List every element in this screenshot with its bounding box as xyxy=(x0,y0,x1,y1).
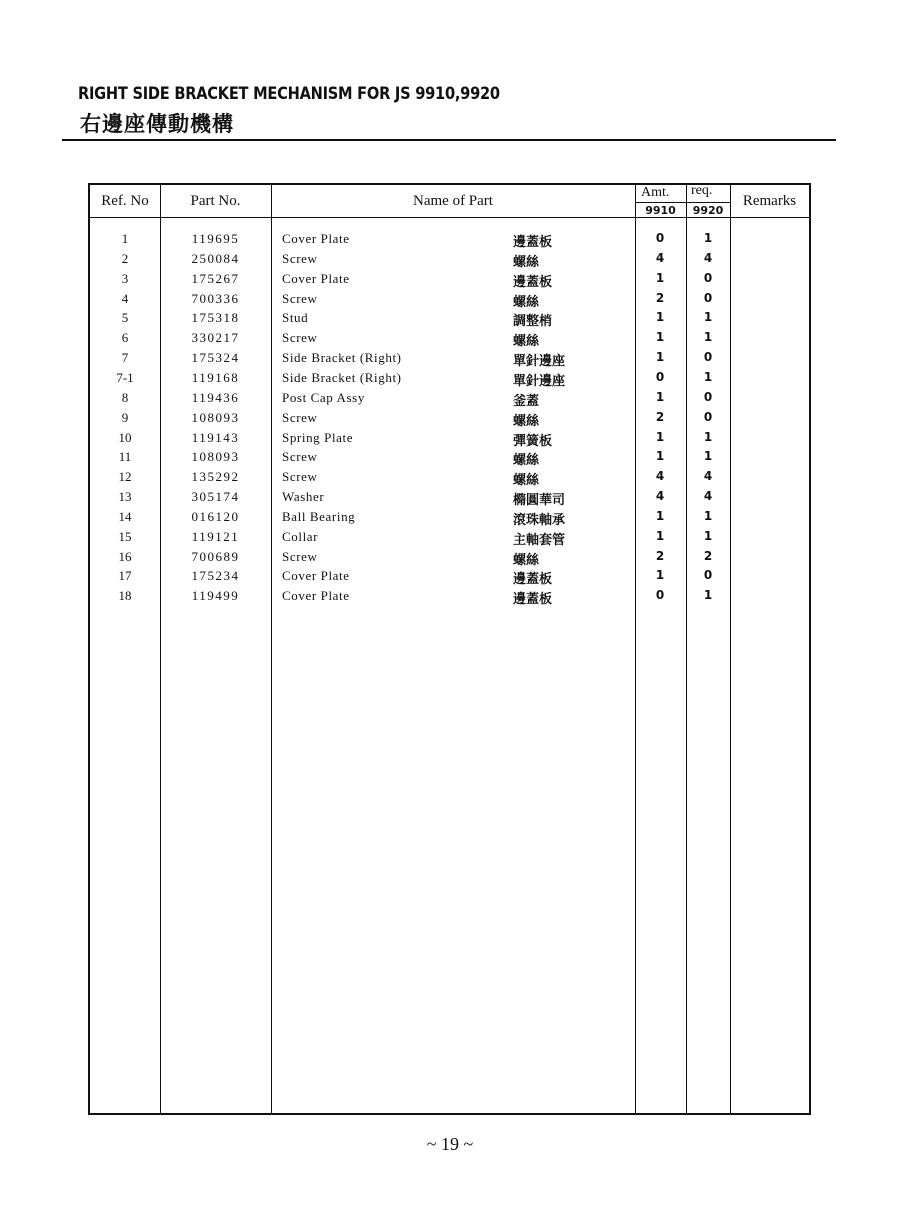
part-no-cell: 175234 xyxy=(191,568,240,584)
quantity-9910-cell: 2 xyxy=(655,409,665,424)
quantity-9920-cell: 1 xyxy=(703,508,713,523)
ref-no-cell: 12 xyxy=(118,469,132,485)
quantity-9910-cell: 1 xyxy=(655,310,665,325)
part-name-chinese-cell: 單針邊座 xyxy=(513,354,566,370)
part-no-cell: 330217 xyxy=(191,330,240,346)
quantity-9910-cell: 0 xyxy=(655,588,665,603)
quantity-9920-cell: 1 xyxy=(703,330,713,345)
quantity-9920-cell: 0 xyxy=(703,389,713,404)
quantity-9920-cell: 4 xyxy=(703,250,713,265)
ref-no-cell: 5 xyxy=(121,310,129,326)
part-name-chinese-cell: 螺絲 xyxy=(513,473,540,489)
part-no-cell: 175318 xyxy=(191,310,240,326)
part-name-chinese-cell: 單針邊座 xyxy=(513,373,566,389)
part-name-chinese-cell: 滾珠軸承 xyxy=(513,512,566,528)
quantity-9920-cell: 0 xyxy=(703,290,713,305)
part-no-cell: 250084 xyxy=(191,250,240,266)
table-row xyxy=(90,390,809,410)
ref-no-cell: 9 xyxy=(121,409,129,425)
quantity-9910-cell: 2 xyxy=(655,290,665,305)
table-row xyxy=(90,251,809,271)
header-remarks: Remarks xyxy=(742,193,797,209)
ref-no-cell: 11 xyxy=(118,449,132,465)
part-no-cell: 119695 xyxy=(191,231,240,246)
quantity-9920-cell: 0 xyxy=(703,270,713,285)
table-row xyxy=(90,469,809,489)
part-no-cell: 700689 xyxy=(191,548,240,564)
ref-no-cell: 16 xyxy=(118,548,132,564)
quantity-9910-cell: 1 xyxy=(655,528,665,543)
quantity-9910-cell: 1 xyxy=(655,508,665,523)
quantity-9920-cell: 1 xyxy=(703,588,713,603)
quantity-9920-cell: 1 xyxy=(703,449,713,464)
part-name-cell: Screw xyxy=(282,469,318,485)
header-model-9910: 9910 xyxy=(645,204,676,217)
part-no-cell: 175267 xyxy=(191,270,240,286)
part-name-chinese-cell: 彈簧板 xyxy=(513,433,553,449)
quantity-9910-cell: 4 xyxy=(655,469,665,484)
quantity-9910-cell: 4 xyxy=(655,489,665,504)
part-name-cell: Spring Plate xyxy=(282,429,354,445)
table-row xyxy=(90,509,809,529)
page-title-chinese: 右邊座傳動機構 xyxy=(80,112,234,136)
part-name-cell: Washer xyxy=(282,489,325,505)
part-name-chinese-cell: 橢圓華司 xyxy=(513,493,566,509)
ref-no-cell: 3 xyxy=(121,270,129,286)
title-divider xyxy=(62,139,836,141)
quantity-9920-cell: 2 xyxy=(703,548,713,563)
ref-no-cell: 1 xyxy=(121,231,129,246)
part-no-cell: 700336 xyxy=(191,290,240,306)
part-name-cell: Cover Plate xyxy=(282,568,350,584)
header-name-of-part: Name of Part xyxy=(413,193,493,209)
quantity-9920-cell: 1 xyxy=(703,310,713,325)
table-row xyxy=(90,271,809,291)
part-name-cell: Cover Plate xyxy=(282,270,350,286)
part-name-chinese-cell: 邊蓋板 xyxy=(513,592,553,608)
part-name-cell: Side Bracket (Right) xyxy=(282,369,402,385)
quantity-9920-cell: 0 xyxy=(703,409,713,424)
parts-table xyxy=(88,183,811,1115)
quantity-9910-cell: 1 xyxy=(655,449,665,464)
ref-no-cell: 6 xyxy=(121,330,129,346)
quantity-9910-cell: 0 xyxy=(655,369,665,384)
part-no-cell: 135292 xyxy=(191,469,240,485)
part-no-cell: 119168 xyxy=(191,369,240,385)
table-row xyxy=(90,588,809,608)
part-name-cell: Post Cap Assy xyxy=(282,389,365,405)
ref-no-cell: 2 xyxy=(121,250,129,266)
part-name-cell: Stud xyxy=(282,310,309,326)
table-row xyxy=(90,310,809,330)
part-no-cell: 016120 xyxy=(191,508,240,524)
part-no-cell: 175324 xyxy=(191,350,240,366)
ref-no-cell: 17 xyxy=(118,568,132,584)
part-name-chinese-cell: 邊蓋板 xyxy=(513,235,553,250)
header-amt: Amt. xyxy=(641,185,670,200)
table-row xyxy=(90,330,809,350)
header-req: req. xyxy=(691,183,713,198)
quantity-9920-cell: 1 xyxy=(703,369,713,384)
quantity-9910-cell: 4 xyxy=(655,250,665,265)
ref-no-cell: 7 xyxy=(121,350,129,366)
table-row xyxy=(90,370,809,390)
part-no-cell: 108093 xyxy=(191,409,240,425)
part-name-cell: Screw xyxy=(282,330,318,346)
header-ref-no: Ref. No xyxy=(101,193,149,209)
table-row xyxy=(90,529,809,549)
part-name-cell: Screw xyxy=(282,548,318,564)
part-no-cell: 119436 xyxy=(191,389,240,405)
quantity-9920-cell: 0 xyxy=(703,350,713,365)
quantity-9920-cell: 4 xyxy=(703,489,713,504)
part-name-cell: Cover Plate xyxy=(282,588,350,604)
page-title-english: RIGHT SIDE BRACKET MECHANISM FOR JS 9910,9920 xyxy=(78,84,500,104)
quantity-9910-cell: 1 xyxy=(655,350,665,365)
header-model-9920: 9920 xyxy=(692,204,724,217)
quantity-9920-cell: 1 xyxy=(703,528,713,543)
part-name-chinese-cell: 主軸套管 xyxy=(513,532,566,548)
quantity-9920-cell: 4 xyxy=(703,469,713,484)
part-name-cell: Collar xyxy=(282,528,319,544)
part-name-chinese-cell: 螺絲 xyxy=(513,552,540,568)
part-name-chinese-cell: 邊蓋板 xyxy=(513,572,553,588)
part-name-chinese-cell: 螺絲 xyxy=(513,453,540,469)
quantity-9920-cell: 1 xyxy=(703,429,713,444)
part-name-cell: Screw xyxy=(282,409,318,425)
ref-no-cell: 10 xyxy=(118,429,132,445)
part-name-cell: Ball Bearing xyxy=(282,508,356,524)
quantity-9910-cell: 1 xyxy=(655,568,665,583)
quantity-9910-cell: 2 xyxy=(655,548,665,563)
header-part-no: Part No. xyxy=(190,193,241,209)
page-number: ~ 19 ~ xyxy=(426,1134,474,1154)
table-row xyxy=(90,449,809,469)
part-name-cell: Screw xyxy=(282,290,318,306)
part-name-chinese-cell: 螺絲 xyxy=(513,334,540,350)
ref-no-cell: 8 xyxy=(121,389,129,405)
part-no-cell: 119143 xyxy=(191,429,240,445)
part-name-chinese-cell: 釜蓋 xyxy=(513,393,540,409)
amount-subheader-divider xyxy=(635,202,730,203)
quantity-9910-cell: 1 xyxy=(655,429,665,444)
quantity-9920-cell: 0 xyxy=(703,568,713,583)
quantity-9910-cell: 1 xyxy=(655,330,665,345)
part-no-cell: 305174 xyxy=(191,489,240,505)
part-name-cell: Cover Plate xyxy=(282,231,350,246)
part-name-chinese-cell: 調整梢 xyxy=(513,314,553,330)
ref-no-cell: 14 xyxy=(118,508,132,524)
part-name-cell: Screw xyxy=(282,449,318,465)
header-divider xyxy=(90,217,809,218)
part-no-cell: 119499 xyxy=(191,588,240,604)
quantity-9910-cell: 1 xyxy=(655,389,665,404)
ref-no-cell: 18 xyxy=(118,588,132,604)
part-name-chinese-cell: 螺絲 xyxy=(513,413,540,429)
ref-no-cell: 7-1 xyxy=(116,369,134,385)
table-row xyxy=(90,430,809,450)
table-row xyxy=(90,410,809,430)
part-name-chinese-cell: 螺絲 xyxy=(513,294,540,310)
quantity-9920-cell: 1 xyxy=(703,231,713,245)
part-no-cell: 108093 xyxy=(191,449,240,465)
ref-no-cell: 4 xyxy=(121,290,129,306)
ref-no-cell: 15 xyxy=(118,528,132,544)
part-name-cell: Side Bracket (Right) xyxy=(282,350,402,366)
table-row xyxy=(90,350,809,370)
quantity-9910-cell: 0 xyxy=(655,231,665,245)
table-row xyxy=(90,568,809,588)
table-row xyxy=(90,291,809,311)
quantity-9910-cell: 1 xyxy=(655,270,665,285)
part-no-cell: 119121 xyxy=(191,528,240,544)
ref-no-cell: 13 xyxy=(118,489,132,505)
table-row xyxy=(90,549,809,569)
table-row xyxy=(90,231,809,251)
part-name-chinese-cell: 邊蓋板 xyxy=(513,274,553,290)
table-row xyxy=(90,489,809,509)
part-name-chinese-cell: 螺絲 xyxy=(513,254,540,270)
part-name-cell: Screw xyxy=(282,250,318,266)
